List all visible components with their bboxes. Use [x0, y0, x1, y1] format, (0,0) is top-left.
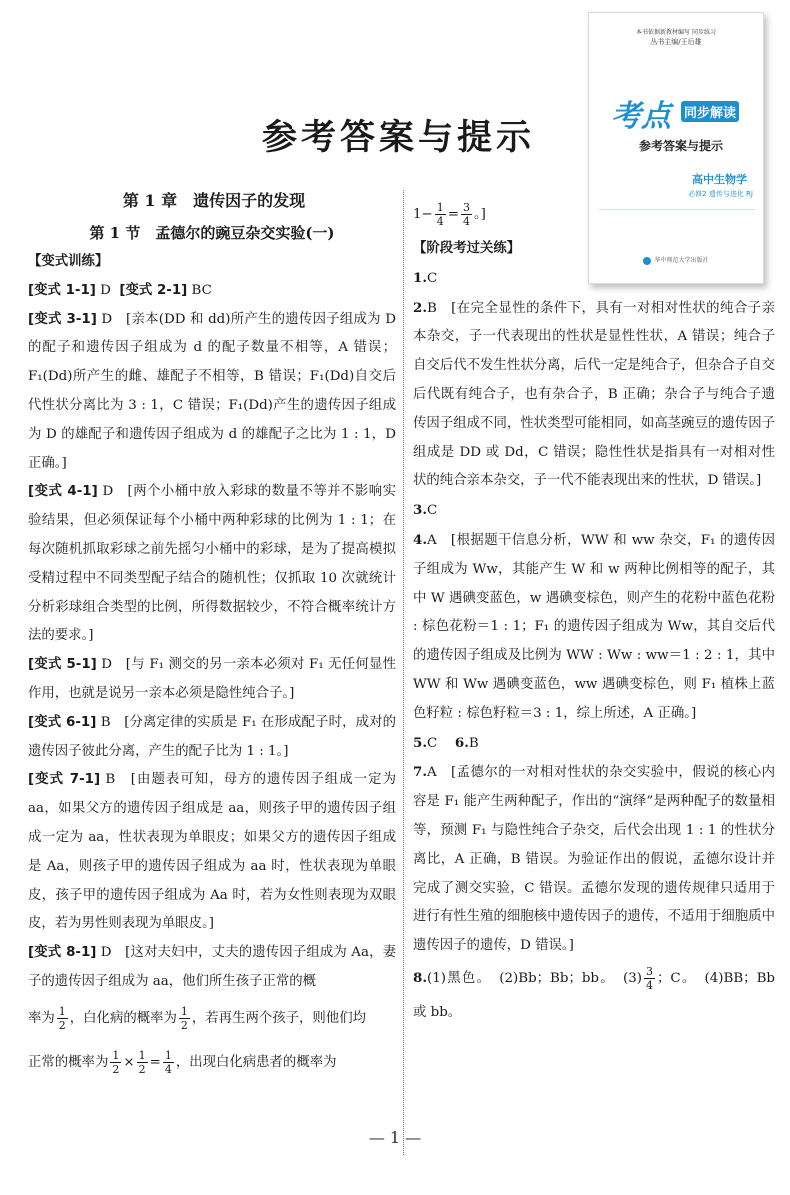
- answer-item: [28, 651, 396, 709]
- item-number: 1.: [413, 269, 427, 286]
- cover-edition: 必修2 遗传与进化 RJ: [688, 190, 753, 198]
- answer-item: [413, 264, 775, 294]
- item-label: [变式 7-1]: [28, 772, 101, 788]
- answer-item: [28, 709, 396, 767]
- fraction-quarter: [163, 1049, 174, 1076]
- item-label: [变式 1-1]: [28, 282, 96, 298]
- item-number: 7.: [413, 764, 427, 781]
- cover-series: 同步解读: [681, 101, 739, 122]
- answer-item: [413, 961, 775, 1030]
- numerator: 1: [164, 1048, 172, 1062]
- answer-item: [28, 478, 396, 651]
- item-text: BC: [191, 282, 212, 298]
- denominator: 4: [462, 215, 470, 228]
- item-number: 8.: [413, 969, 427, 986]
- fraction-line: [28, 997, 396, 1041]
- answer-item: [28, 277, 396, 306]
- item-number: 3.: [413, 502, 427, 519]
- item-text: (1)黑色。 (2)Bb；Bb；bb。 (3): [426, 970, 642, 986]
- fraction-text: 正常的概率为: [28, 1054, 109, 1070]
- denominator: 2: [58, 1018, 66, 1032]
- fraction-text: ，出现白化病患者的概率为: [175, 1054, 337, 1070]
- answer-item: [413, 496, 775, 526]
- item-number: 4.: [413, 531, 427, 548]
- item-number: 5.: [413, 734, 427, 751]
- cover-editor-line: 丛书主编/王后雄: [650, 38, 702, 46]
- fraction-half: [137, 1049, 148, 1076]
- item-number: 2.: [413, 299, 427, 316]
- fraction-text: ，白化病的概率为: [69, 1010, 177, 1026]
- item-text: C: [426, 270, 438, 286]
- right-column: [413, 199, 775, 1030]
- numerator: 3: [645, 964, 653, 978]
- answer-item: [28, 766, 396, 939]
- item-text: D [这对夫妇中，丈夫的遗传因子组成为 Aa，妻子的遗传因子组成为 aa，他们所生孩子正常的概: [28, 945, 396, 989]
- item-text: B [分离定律的实质是 F₁ 在形成配子时，成对的遗传因子彼此分离，产生的配子比为 1 : 1。]: [28, 714, 396, 759]
- numerator: 1: [58, 1004, 66, 1018]
- item-text: D [与 F₁ 测交的另一亲本必须对 F₁ 无任何显性作用，也就是说另一亲本必须是隐性纯合子。]: [28, 657, 396, 701]
- section-title: 第 1 节 孟德尔的豌豆杂交实验(一): [89, 224, 335, 242]
- left-column: [28, 184, 396, 1085]
- continuation-text: 1−: [413, 207, 433, 222]
- stage-test-heading: 【阶段考过关练】: [413, 241, 521, 256]
- fraction-text: ，若再生两个孩子，则他们均: [191, 1010, 366, 1026]
- answer-item: [28, 939, 396, 997]
- numerator: 1: [180, 1004, 188, 1018]
- item-text: B: [468, 735, 479, 751]
- item-text: A [根据题干信息分析，WW 和 ww 杂交，F₁ 的遗传因子组成为 Ww，其能产生 W 和 w 两种比例相等的配子，其中 W 遇碘变蓝色，w 遇碘变棕色，则产生的花粉中蓝色花粉 : 棕色花粉＝1 : 1；F₁ 的遗传因子组成为 Ww，其自交后代的遗传因子组成及比例为 WW : Ww : ww＝1 : 2 : 1，其中 WW 和 Ww 遇碘变蓝色，ww 遇碘变棕色，则 F₁ 植株上蓝色籽粒 : 棕色籽粒＝3 : 1，综上所述，A 正确。]: [413, 532, 775, 721]
- item-text: A [孟德尔的一对相对性状的杂交实验中，假说的核心内容是 F₁ 能产生两种配子，作出的“演绎”是两种配子的数量相等，预测 F₁ 与隐性纯合子杂交，后代会出现 1 : 1 的性状分离比，A 正确，B 错误。为验证作出的假说，孟德尔设计并完成了测交实验，C 错误。孟德尔发现的遗传规律只适用于进行有性生殖的细胞核中遗传因子的遗传，不适用于细胞质中遗传因子的遗传，D 错误。]: [413, 765, 775, 954]
- exercise-heading: 【变式训练】: [28, 254, 109, 269]
- equals-sign: =: [149, 1054, 161, 1070]
- fraction-quarter: [435, 201, 446, 228]
- item-text: B [在完全显性的条件下，具有一对相对性状的纯合子亲本杂交，子一代表现出的性状是显性性状，A 错误；纯合子自交后代不发生性状分离，后代一定是纯合子，但杂合子自交后代既有纯合子，也有杂合子，B 正确；杂合子与纯合子遗传因子组成不同，性状类型可能相同，如高茎豌豆的遗传因子组成是 DD 或 Dd，C 错误；隐性性状是指具有一对相对性状的纯合亲本杂交，子一代不能表现出来的性状，D 错误。]: [413, 300, 775, 489]
- fraction-half: [179, 1005, 190, 1032]
- denominator: 2: [180, 1018, 188, 1032]
- answer-item: [413, 729, 775, 759]
- denominator: 4: [436, 215, 444, 228]
- equals-sign: =: [447, 207, 459, 222]
- item-text: B [由题表可知，母方的遗传因子组成一定为 aa，如果父方的遗传因子组成是 aa，则孩子甲的遗传因子组成一定为 aa，性状表现为单眼皮；如果父方的遗传因子组成是 Aa，则孩子甲的遗传因子组成为 aa 时，性状表现为单眼皮，孩子甲的遗传因子组成为 Aa 时，若为女性则表现为双眼皮，若为男性则表现为单眼皮。]: [28, 772, 396, 932]
- fraction-three-quarters: [644, 965, 655, 992]
- fraction-three-quarters: [461, 201, 472, 228]
- cover-subtitle: 参考答案与提示: [639, 139, 724, 153]
- denominator: 2: [112, 1062, 120, 1076]
- fraction-half: [110, 1049, 121, 1076]
- item-label: [变式 6-1]: [28, 714, 97, 730]
- item-label: [变式 5-1]: [28, 657, 97, 673]
- answer-item: [413, 294, 775, 497]
- numerator: 1: [436, 201, 444, 214]
- numerator: 3: [462, 201, 470, 214]
- cover-publisher-name: 华中师范大学出版社: [654, 257, 709, 264]
- denominator: 2: [138, 1062, 146, 1076]
- denominator: 4: [164, 1062, 172, 1076]
- answer-item: [413, 758, 775, 961]
- item-label: [变式 8-1]: [28, 945, 97, 961]
- item-text: C: [426, 503, 438, 519]
- item-text: D: [100, 282, 111, 298]
- numerator: 1: [112, 1048, 120, 1062]
- denominator: 4: [645, 978, 653, 992]
- page-title: 参考答案与提示: [262, 118, 536, 158]
- cover-top-line: 本书依据新教材编写 同步练习: [636, 29, 716, 36]
- item-text: D [亲本(DD 和 dd)所产生的遗传因子组成为 D 的配子和遗传因子组成为 d 的配子数量不相等，A 错误；F₁(Dd)所产生的雌、雄配子不相等，B 错误；F₁(Dd)自交后代性状分离比为 3 : 1，C 错误；F₁(Dd)产生的遗传因子组成为 D 的雄配子和遗传因子组成为 d 的雄配子之比为 1 : 1，D 正确。]: [28, 311, 397, 471]
- answer-item: [413, 526, 775, 729]
- chapter-title: 第 1 章 遗传因子的发现: [122, 191, 306, 210]
- column-divider: [403, 190, 404, 1155]
- item-text: ；C。 (4)BB；Bb 或 bb。: [413, 970, 775, 1020]
- cover-brand: 考点: [611, 99, 671, 134]
- answer-item: [28, 306, 396, 479]
- continuation-text: 。]: [473, 207, 486, 222]
- numerator: 1: [138, 1048, 146, 1062]
- times-sign: ×: [123, 1054, 135, 1070]
- item-label: [变式 3-1]: [28, 311, 97, 327]
- fraction-line: [28, 1041, 396, 1085]
- fraction-half: [57, 1005, 68, 1032]
- item-text: D [两个小桶中放入彩球的数量不等并不影响实验结果，但必须保证每个小桶中两种彩球的比例为 1 : 1；在每次随机抓取彩球之前先摇匀小桶中的彩球，是为了提高模拟受精过程中不同类型配子结合的随机性；仅抓取 10 次就统计分析彩球组合类型的比例，所得数据较少，不符合概率统计方法的要求。]: [28, 484, 396, 644]
- item-text: C: [426, 735, 451, 751]
- fraction-text: 率为: [28, 1010, 55, 1026]
- cover-subject: 高中生物学: [692, 173, 747, 186]
- item-number: 6.: [454, 734, 469, 751]
- item-label: [变式 4-1]: [28, 484, 98, 500]
- page-number: — 1 —: [368, 1128, 422, 1147]
- continuation-line: [413, 199, 775, 231]
- item-label: [变式 2-1]: [119, 282, 188, 298]
